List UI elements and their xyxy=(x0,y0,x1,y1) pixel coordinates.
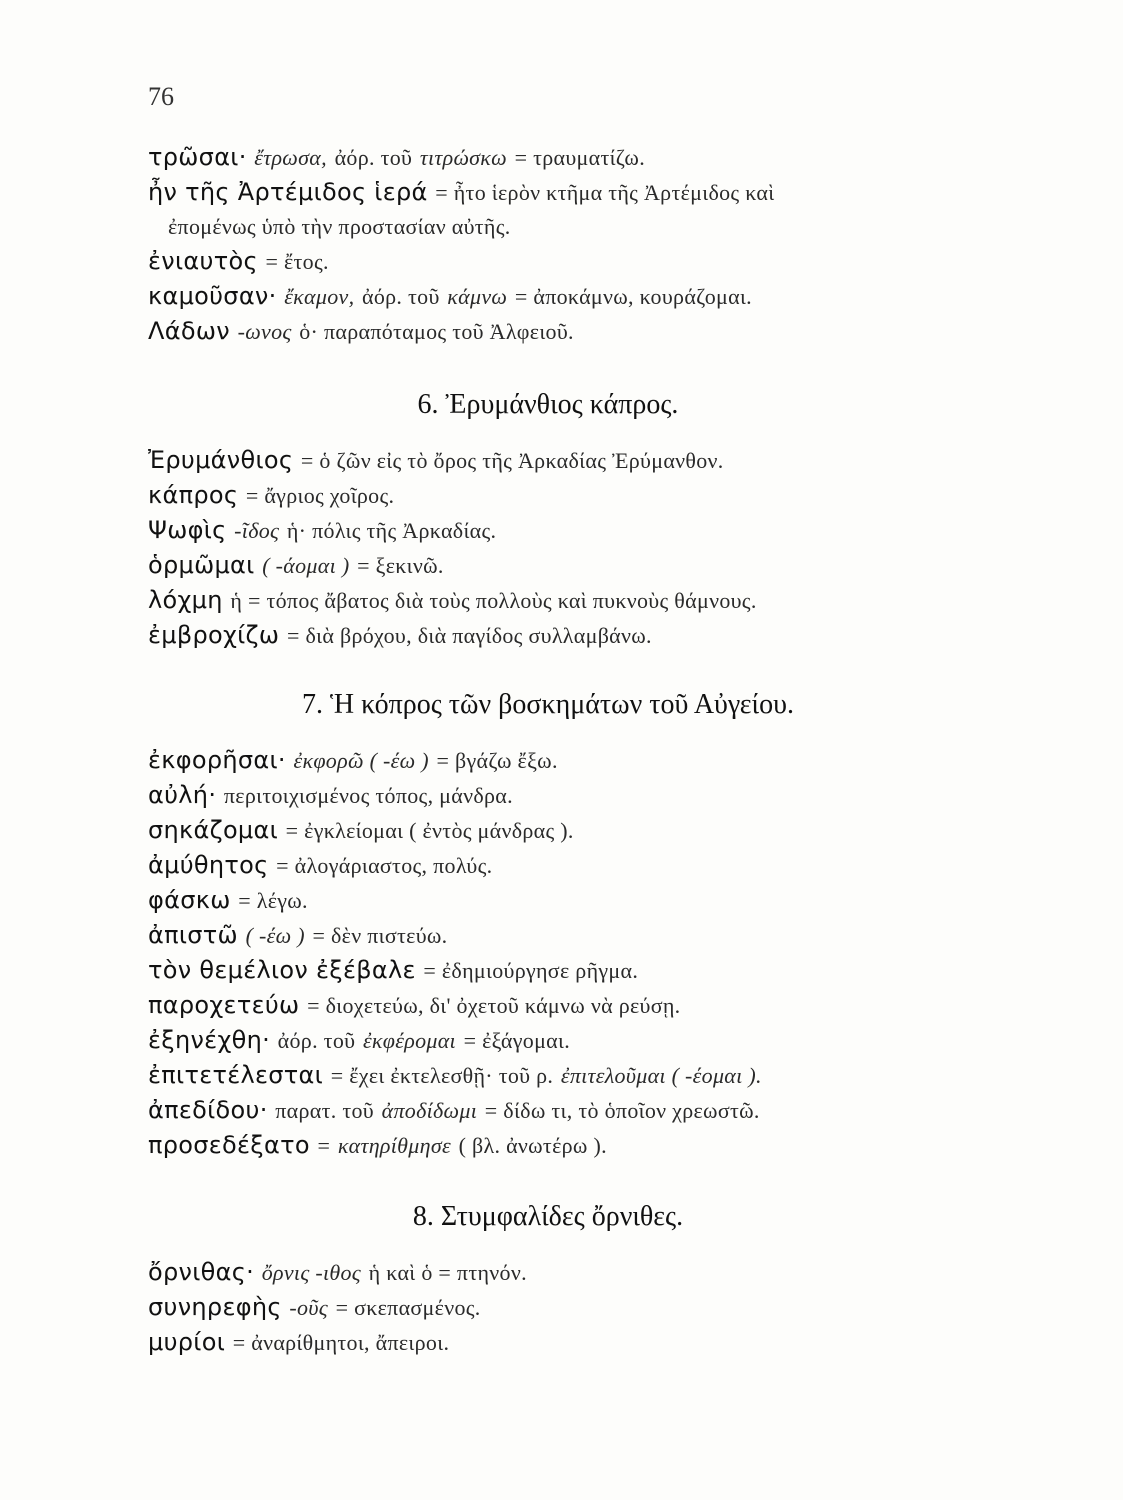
glossary-entry xyxy=(148,848,948,883)
glossary-entry xyxy=(148,443,948,478)
entry-italic: τιτρώσκω xyxy=(419,145,507,170)
entry-head: ἦν τῆς Ἀρτέμιδος ἱερά xyxy=(148,178,428,206)
glossary-entry xyxy=(148,778,948,813)
entry-gloss: = ἀλογάριαστος, πολύς. xyxy=(276,853,493,878)
entry-italic: ἐκφορῶ ( -έω ) xyxy=(293,748,429,773)
glossary-entry xyxy=(148,813,948,848)
entry-gloss: = ἦτο ἱερὸν κτῆμα τῆς Ἀρτέμιδος καὶ xyxy=(435,180,775,205)
glossary-entry xyxy=(148,1058,948,1093)
entry-gloss: = ἄγριος χοῖρος. xyxy=(245,483,395,508)
section-title: 7. Ἡ κόπρος τῶν βοσκημάτων τοῦ Αὐγείου. xyxy=(302,689,794,720)
entry-gloss: = διὰ βρόχου, διὰ παγίδος συλλαμβάνω. xyxy=(286,623,652,648)
entry-head: συνηρεφὴς xyxy=(148,1293,282,1321)
entry-head: τὸν θεμέλιον ἐξέβαλε xyxy=(148,956,416,984)
entry-italic: κατηρίθμησε xyxy=(337,1133,451,1158)
entry-gloss: ἀόρ. τοῦ xyxy=(277,1028,356,1053)
entry-gloss: = τραυματίζω. xyxy=(514,145,645,170)
entry-head: σηκάζομαι xyxy=(148,816,279,844)
entry-italic: ἀποδίδωμι xyxy=(381,1098,478,1123)
entry-italic: ἐκφέρομαι xyxy=(362,1028,456,1053)
page-number: 76 xyxy=(148,82,174,111)
entry-gloss: ἡ· πόλις τῆς Ἀρκαδίας. xyxy=(286,518,497,543)
entry-gloss: = ἀναρίθμητοι, ἄπειροι. xyxy=(232,1330,450,1355)
entry-head: τρῶσαι· xyxy=(148,143,247,171)
glossary-entry xyxy=(148,1128,948,1163)
entry-gloss: = σκεπασμένος. xyxy=(335,1295,481,1320)
entry-gloss: ἀόρ. τοῦ xyxy=(334,145,413,170)
glossary-entry xyxy=(148,140,948,175)
entry-gloss: = δίδω τι, τὸ ὁποῖον χρεωστῶ. xyxy=(484,1098,760,1123)
entry-gloss: ἐπομένως ὑπὸ τὴν προστασίαν αὐτῆς. xyxy=(168,214,511,239)
entry-italic: κάμνω xyxy=(447,284,508,309)
entry-head: ὁρμῶμαι xyxy=(148,551,255,579)
entry-gloss: = βγάζω ἔξω. xyxy=(436,748,558,773)
entry-head: κάπρος xyxy=(148,481,239,509)
glossary-entry xyxy=(148,918,948,953)
glossary-entry xyxy=(148,478,948,513)
section-title: 6. Ἐρυμάνθιος κάπρος. xyxy=(417,389,679,420)
entry-head: φάσκω xyxy=(148,886,231,914)
entry-head: Ἐρυμάνθιος xyxy=(148,446,294,474)
entry-gloss: περιτοιχισμένος τόπος, μάνδρα. xyxy=(223,783,513,808)
entry-italic: ὄρνις -ιθος xyxy=(261,1260,362,1285)
glossary-entry xyxy=(148,244,948,279)
glossary-block xyxy=(148,743,948,1163)
entry-head: ἐμβροχίζω xyxy=(148,621,280,649)
entry-gloss: ἀόρ. τοῦ xyxy=(362,284,440,309)
entry-head: μυρίοι xyxy=(148,1328,226,1356)
glossary-entry xyxy=(148,1023,948,1058)
entry-gloss: ( βλ. ἀνωτέρω ). xyxy=(458,1133,607,1158)
entry-gloss: = ἐδημιούργησε ρῆγμα. xyxy=(423,958,639,983)
entry-italic: -ῖδος xyxy=(234,518,280,543)
entry-gloss: = λέγω. xyxy=(238,888,308,913)
entry-head: ἀπεδίδου· xyxy=(148,1096,268,1124)
entry-italic: ( -έω ) xyxy=(245,923,305,948)
glossary-entry xyxy=(148,1290,948,1325)
entry-head: ἐξηνέχθη· xyxy=(148,1026,271,1054)
entry-italic: ἔκαμον, xyxy=(284,284,355,309)
entry-italic: ἔτρωσα, xyxy=(254,145,327,170)
entry-gloss: = δὲν πιστεύω. xyxy=(312,923,448,948)
glossary-entry xyxy=(148,583,948,618)
entry-head: ἐπιτετέλεσται xyxy=(148,1061,324,1089)
entry-head: ὄρνιθας· xyxy=(148,1258,255,1286)
entry-italic: ἐπιτελοῦμαι ( -έομαι ). xyxy=(560,1063,762,1088)
glossary-block xyxy=(148,140,948,349)
glossary-block xyxy=(148,1255,948,1360)
entry-head: Ψωφὶς xyxy=(148,516,227,544)
glossary-entry xyxy=(148,279,948,314)
glossary-entry xyxy=(148,314,948,349)
entry-head: προσεδέξατο xyxy=(148,1131,310,1159)
glossary-entry xyxy=(148,513,948,548)
entry-gloss: ἡ = τόπος ἄβατος διὰ τοὺς πολλοὺς καὶ πυκνοὺς θάμνους. xyxy=(230,588,757,613)
entry-italic: -ωνος xyxy=(237,319,292,344)
glossary-entry xyxy=(148,743,948,778)
entry-gloss: = ἀποκάμνω, κουράζομαι. xyxy=(514,284,752,309)
entry-gloss: = ἐξάγομαι. xyxy=(463,1028,571,1053)
entry-gloss: = ἔχει ἐκτελεσθῇ· τοῦ ρ. xyxy=(330,1063,554,1088)
entry-gloss: = ὁ ζῶν εἰς τὸ ὄρος τῆς Ἀρκαδίας Ἐρύμανθον. xyxy=(300,448,724,473)
section-title: 8. Στυμφαλίδες ὄρνιθες. xyxy=(412,1201,684,1232)
entry-gloss: παρατ. τοῦ xyxy=(275,1098,374,1123)
glossary-block xyxy=(148,443,948,653)
entry-head: παροχετεύω xyxy=(148,991,300,1019)
entry-gloss: = ἐγκλείομαι ( ἐντὸς μάνδρας ). xyxy=(285,818,574,843)
entry-gloss: ἡ καὶ ὁ = πτηνόν. xyxy=(368,1260,527,1285)
glossary-entry xyxy=(148,988,948,1023)
entry-head: καμοῦσαν· xyxy=(148,282,277,310)
glossary-entry xyxy=(148,1255,948,1290)
entry-head: ἐκφορῆσαι· xyxy=(148,746,286,774)
entry-head: αὐλή· xyxy=(148,781,217,809)
glossary-entry xyxy=(148,1093,948,1128)
glossary-entry xyxy=(148,618,948,653)
glossary-entry xyxy=(148,953,948,988)
glossary-entry xyxy=(148,175,948,210)
entry-gloss: = ἔτος. xyxy=(265,249,329,274)
entry-gloss: = xyxy=(317,1133,331,1158)
entry-italic: -οῦς xyxy=(289,1295,328,1320)
glossary-entry-continuation xyxy=(148,210,948,244)
entry-head: λόχμη xyxy=(148,586,223,614)
glossary-entry xyxy=(148,883,948,918)
entry-head: ἐνιαυτὸς xyxy=(148,247,258,275)
entry-head: ἀμύθητος xyxy=(148,851,269,879)
entry-italic: ( -άομαι ) xyxy=(262,553,350,578)
glossary-entry xyxy=(148,548,948,583)
page-content xyxy=(148,140,948,1360)
entry-head: ἀπιστῶ xyxy=(148,921,238,949)
entry-head: Λάδων xyxy=(148,317,230,345)
entry-gloss: = ξεκινῶ. xyxy=(357,553,444,578)
entry-gloss: = διοχετεύω, δι' ὀχετοῦ κάμνω νὰ ρεύσῃ. xyxy=(307,993,681,1018)
glossary-entry xyxy=(148,1325,948,1360)
entry-gloss: ὁ· παραπόταμος τοῦ Ἀλφειοῦ. xyxy=(299,319,574,344)
